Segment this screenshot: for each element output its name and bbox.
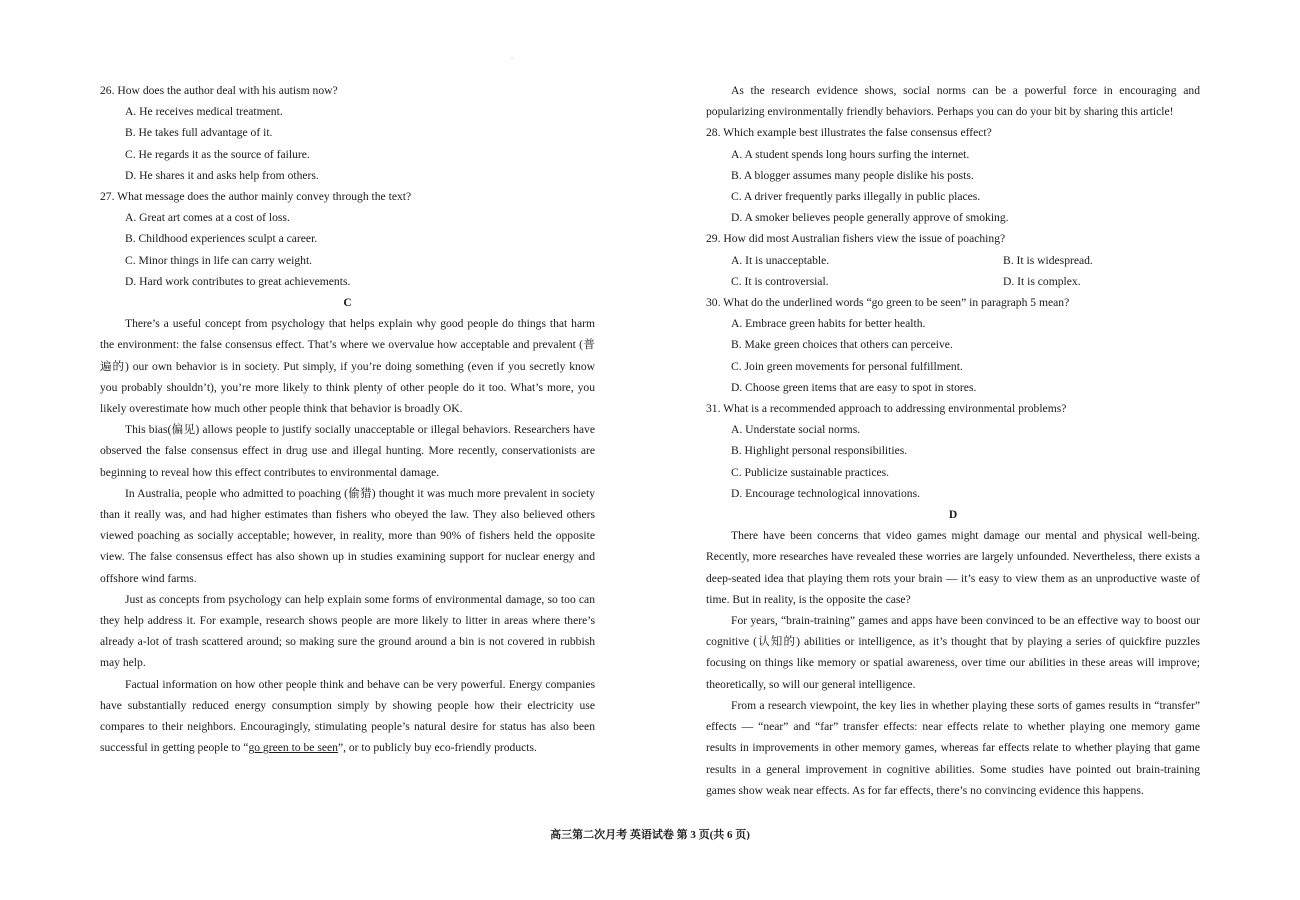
q28-option-b: B. A blogger assumes many people dislike his posts.: [731, 168, 974, 182]
right-column: [706, 80, 1200, 801]
section-c-heading: C: [343, 296, 352, 310]
q31-option-d: D. Encourage technological innovations.: [731, 486, 920, 500]
question-27: 27. What message does the author mainly convey through the text?: [100, 190, 412, 204]
underlined-phrase: go green to be seen: [248, 741, 338, 755]
section-d-paragraph-3: From a research viewpoint, the key lies in whether playing these sorts of games results in “transfer” effects — “near” and “far” transfer effects: near effects relate to whether playing one memory game results in improvements in other memory games, whereas far effects relate to whether playing that game results in a general improvement in cognitive abilities. Some studies have pointed out brain-training games show weak near effects. As for far effects, there’s no convincing evidence this happens.: [706, 698, 1200, 797]
q30-option-b: B. Make green choices that others can perceive.: [731, 338, 953, 352]
question-31: 31. What is a recommended approach to addressing environmental problems?: [706, 402, 1067, 416]
left-column: [100, 80, 595, 759]
section-c-paragraph-2: This bias(偏见) allows people to justify socially unacceptable or illegal behaviors. Researchers have observed the false consensus effect in drug use and illegal hunting. More recently, conservationists are beginning to reveal how this effect contributes to environmental damage.: [100, 423, 595, 479]
q26-option-a: A. He receives medical treatment.: [125, 105, 283, 119]
q29-options-row-2: [731, 271, 1200, 292]
q26-option-c: C. He regards it as the source of failure.: [125, 147, 310, 161]
q27-option-a: A. Great art comes at a cost of loss.: [125, 211, 290, 225]
q28-option-d: D. A smoker believes people generally approve of smoking.: [731, 211, 1009, 225]
q27-option-d: D. Hard work contributes to great achievements.: [125, 274, 351, 288]
section-c-paragraph-4: Just as concepts from psychology can help explain some forms of environmental damage, so too can they help address it. For example, research shows people are more likely to litter in areas where there’s already a-lot of trash scattered around; so making sure the ground around a bin is not covered in rubbish may help.: [100, 592, 595, 670]
q28-option-a: A. A student spends long hours surfing the internet.: [731, 147, 970, 161]
page-footer: 高三第二次月考 英语试卷 第 3 页(共 6 页): [550, 829, 750, 841]
q29-options-row-1: [731, 250, 1200, 271]
section-c-paragraph-1: There’s a useful concept from psychology that helps explain why good people do things that harm the environment: the false consensus effect. That’s where we overvalue how acceptable and prevalent (普遍的) our own behavior is in society. Put simply, if you’re doing something (even if you secretly know you probably shouldn’t), you’re more likely to think plenty of other people do it too. What’s more, you likely overestimate how much other people think that behavior is broadly OK.: [100, 317, 595, 416]
question-26: 26. How does the author deal with his autism now?: [100, 84, 338, 97]
question-30: 30. What do the underlined words “go green to be seen” in paragraph 5 mean?: [706, 296, 1070, 310]
q31-option-c: C. Publicize sustainable practices.: [731, 465, 890, 479]
q30-option-a: A. Embrace green habits for better health.: [731, 317, 926, 331]
q29-option-b: B. It is widespread.: [1003, 253, 1093, 267]
q29-option-a: A. It is unacceptable.: [731, 253, 830, 267]
q31-option-a: A. Understate social norms.: [731, 423, 861, 437]
section-c-paragraph-6: As the research evidence shows, social norms can be a powerful force in encouraging and popularizing environmentally friendly behaviors. Perhaps you can do your bit by sharing this article!: [706, 84, 1200, 119]
section-d-paragraph-1: There have been concerns that video games might damage our mental and physical well-being. Recently, more researches have revealed these worries are largely unfounded. Nevertheless, there exists a deep-seated idea that playing them rots your brain — it’s easy to view them as an unproductive waste of time. But in reality, is the opposite the case?: [706, 529, 1200, 606]
question-28: 28. Which example best illustrates the false consensus effect?: [706, 126, 992, 140]
section-d-heading: D: [948, 508, 958, 522]
q27-option-b: B. Childhood experiences sculpt a career.: [125, 232, 318, 246]
q27-option-c: C. Minor things in life can carry weight.: [125, 253, 313, 267]
q26-option-d: D. He shares it and asks help from others.: [125, 168, 319, 182]
q29-option-d: D. It is complex.: [1003, 274, 1081, 288]
section-d-paragraph-2: For years, “brain-training” games and apps have been convinced to be an effective way to boost our cognitive (认知的) abilities or intelligence, as it’s thought that by playing a series of quickfire puzzles focusing on things like memory or spatial awareness, over time our abilities in these areas will improve; theoretically, so will our general intelligence.: [706, 614, 1200, 691]
q30-option-c: C. Join green movements for personal fulfillment.: [731, 359, 963, 373]
question-29: 29. How did most Australian fishers view the issue of poaching?: [706, 232, 1006, 246]
paragraph-5-text-before: Factual information on how other people think and behave can be very powerful. Energy companies have substantially reduced energy consumption simply by showing people how their electricity use compares to their neighbors. Encouragingly, stimulating people’s natural desire for status has also been successful in getting people to “: [100, 677, 595, 755]
q28-option-c: C. A driver frequently parks illegally in public places.: [731, 190, 981, 204]
section-c-paragraph-3: In Australia, people who admitted to poaching (偷猎) thought it was much more prevalent in society than it really was, and had higher estimates than fishers who obeyed the law. They also believed others viewed poaching as socially acceptable; however, in reality, more than 90% of fishers held the opposite view. The false consensus effect has also shown up in studies examining support for nuclear energy and offshore wind farms.: [100, 486, 595, 585]
q31-option-b: B. Highlight personal responsibilities.: [731, 444, 908, 458]
q30-option-d: D. Choose green items that are easy to spot in stores.: [731, 380, 977, 394]
section-c-paragraph-5: [100, 674, 595, 759]
top-mark: .: [511, 52, 513, 61]
q29-option-c: C. It is controversial.: [731, 274, 829, 288]
paragraph-5-text-after: ”, or to publicly buy eco-friendly products.: [337, 741, 537, 755]
q26-option-b: B. He takes full advantage of it.: [125, 126, 273, 140]
